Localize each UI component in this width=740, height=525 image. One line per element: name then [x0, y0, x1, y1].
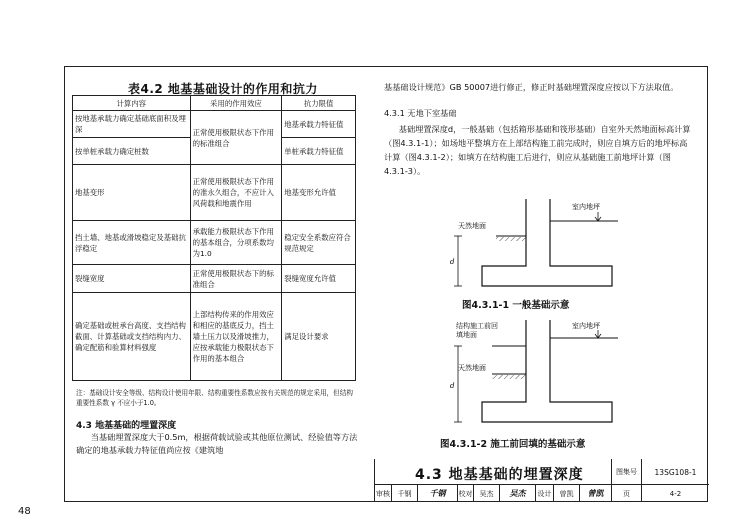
review-label: 审核	[376, 489, 390, 498]
cell-limit: 满足设计要求	[282, 293, 356, 381]
cell-limit: 稳定安全系数应符合规范规定	[282, 221, 356, 265]
cell-effect: 承载能力极限状态下作用的基本组合，分项系数均为1.0	[190, 221, 282, 265]
check-signature: 吴杰	[499, 485, 535, 502]
cell-limit: 裂缝宽度允许值	[282, 265, 356, 293]
subsection-body: 基础埋置深度d，一般基础（包括箱形基础和筏形基础）自室外天然地面标高计算（图4.3.1-1）；如场地平整填方在上部结构施工前完成时，则应自填方后的地坪标高计算（图4.3.1-2）；如填方在结构施工后进行，则应从基础施工前地坪计算（图4.3.1-3）。	[384, 124, 691, 176]
fig2-indoor-floor-label: 室内地坪	[572, 322, 600, 330]
header-limit: 抗力限值	[282, 96, 356, 111]
fig1-natural-ground-label: 天然地面	[458, 222, 486, 230]
cell-effect: 正常使用极限状态下的标准组合	[190, 265, 282, 293]
cell-limit: 地基承载力特征值	[282, 111, 356, 138]
figure2-caption: 图4.3.1-2 施工前回填的基础示意	[440, 439, 586, 450]
continued-text: 基基础设计规范》GB 50007进行修正，修正时基础埋置深度应按以下方法取值。	[384, 82, 679, 92]
table-row	[73, 293, 356, 381]
fig1-depth-label: d	[450, 258, 455, 266]
figure-general-foundation	[448, 196, 644, 296]
cell-limit: 单桩承载力特征值	[282, 138, 356, 165]
page-number: 48	[18, 506, 31, 517]
cell-content: 确定基础或桩承台高度、支挡结构截面、计算基础或支挡结构内力、确定配筋和验算材料强度	[73, 293, 191, 381]
review-signature: 千钢	[417, 485, 457, 502]
page-label: 页	[611, 485, 641, 502]
cell-content: 挡土墙、地基或滑坡稳定及基础抗浮稳定	[73, 221, 191, 265]
check-name: 吴杰	[473, 485, 499, 502]
table-row	[73, 265, 356, 293]
cell-content: 地基变形	[73, 165, 191, 221]
table-title: 表4.2 地基基础设计的作用和抗力	[128, 82, 318, 96]
table-row	[73, 221, 356, 265]
title-block-row1	[375, 459, 709, 485]
header-content: 计算内容	[73, 96, 191, 111]
cell-effect: 正常使用极限状态下作用的准永久组合，不应计入风荷载和地震作用	[190, 165, 282, 221]
title-block	[374, 459, 708, 502]
fig2-natural-ground-label: 天然地面	[458, 364, 486, 372]
table-note: 注：基础设计安全等级、结构设计使用年限、结构重要性系数应按有关规范的规定采用，但结构重要性系数 γ 不应小于1.0。	[76, 389, 353, 407]
cell-effect: 正常使用极限状态下作用的标准组合	[190, 111, 282, 165]
design-name: 曾凯	[553, 485, 579, 502]
atlas-label: 图集号	[611, 459, 641, 485]
section-heading: 4.3 地基基础的埋置深度	[76, 421, 177, 431]
cell-limit: 地基变形允许值	[282, 165, 356, 221]
title-block-title: 4.3 地基基础的埋置深度	[415, 467, 584, 483]
design-label: 设计	[535, 485, 553, 502]
cell-content: 裂缝宽度	[73, 265, 191, 293]
review-name: 千钢	[391, 485, 417, 502]
table-row	[73, 165, 356, 221]
fig1-indoor-floor-label: 室内地坪	[572, 203, 600, 211]
cell-content: 按地基承载力确定基础底面积及埋深	[73, 111, 191, 138]
atlas-number: 13SG108-1	[641, 459, 709, 485]
check-label: 校对	[457, 485, 473, 502]
fig2-backfill-label: 结构施工前回填地面	[456, 322, 498, 339]
cell-content: 按单桩承载力确定桩数	[73, 138, 191, 165]
subsection-heading: 4.3.1 无地下室基础	[384, 108, 457, 118]
action-resistance-table	[72, 95, 356, 381]
table-header-row	[73, 96, 356, 111]
section-body: 当基础埋置深度大于0.5m，根据荷载试验或其他原位测试、经验值等方法确定的地基承载力特征值尚应按《建筑地	[76, 432, 358, 455]
page-number-cell: 4-2	[641, 485, 709, 502]
cell-effect: 上部结构传来的作用效应和相应的基底反力，挡土墙土压力以及滑坡推力，应按承载能力极限状态下作用的基本组合	[190, 293, 282, 381]
header-effect: 采用的作用效应	[190, 96, 282, 111]
figure1-caption: 图4.3.1-1 一般基础示意	[462, 300, 570, 311]
fig2-depth-label: d	[450, 382, 455, 390]
design-signature: 曾凯	[579, 485, 611, 502]
table-row	[73, 111, 356, 138]
